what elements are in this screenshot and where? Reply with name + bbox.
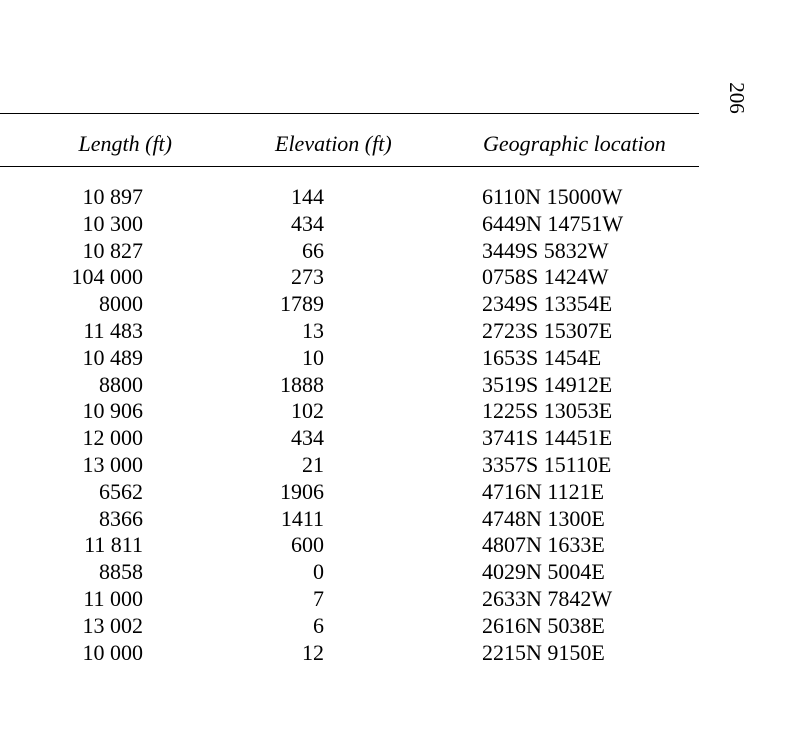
location-cell: 4807N 1633E [482,532,605,558]
location-cell: 3449S 5832W [482,237,609,263]
location-cell: 1225S 13053E [482,398,613,424]
location-cell: 2723S 15307E [482,317,613,343]
length-cell: 10 897 [82,184,143,209]
length-cell: 10 000 [82,639,143,665]
table-row [0,238,700,265]
location-cell: 6449N 14751W [482,210,624,236]
length-cell: 8000 [99,291,143,317]
elevation-cell: 1906 [280,478,324,504]
length-cell: 8858 [99,559,143,585]
elevation-cell: 66 [302,237,324,263]
location-cell: 2616N 5038E [482,612,605,638]
elevation-cell: 7 [313,585,324,611]
location-cell: 3357S 15110E [482,451,612,477]
location-cell: 4029N 5004E [482,559,605,585]
length-cell: 10 300 [82,210,143,236]
length-cell: 10 489 [82,344,143,370]
table-row [0,291,700,318]
length-cell: 8366 [99,505,143,531]
table-row [0,425,700,452]
location-cell: 1653S 1454E [482,344,602,370]
elevation-cell: 21 [302,451,324,477]
table-row [0,559,700,586]
location-cell: 4716N 1121E [482,478,605,504]
elevation-cell: 12 [302,639,324,665]
table-row [0,613,700,640]
elevation-cell: 600 [291,532,324,558]
length-cell: 11 000 [83,585,143,611]
length-cell: 11 811 [84,532,143,558]
location-cell: 2633N 7842W [482,585,613,611]
table-row [0,452,700,479]
table-body [0,184,700,666]
length-cell: 8800 [99,371,143,397]
table-row [0,640,700,667]
table-row [0,506,700,533]
length-cell: 6562 [99,478,143,504]
elevation-cell: 273 [291,264,324,290]
location-cell: 3741S 14451E [482,425,613,451]
location-cell: 0758S 1424W [482,264,609,290]
elevation-cell: 434 [291,210,324,236]
elevation-cell: 10 [302,344,324,370]
location-cell: 2215N 9150E [482,639,605,665]
elevation-cell: 6 [313,612,324,638]
length-cell: 10 827 [82,237,143,263]
column-header-elevation: Elevation (ft) [275,131,392,156]
elevation-cell: 1411 [280,505,324,531]
elevation-cell: 1888 [280,371,324,397]
table-row [0,211,700,238]
elevation-cell: 102 [291,398,324,424]
table-row [0,184,700,211]
elevation-cell: 434 [291,425,324,451]
length-cell: 13 000 [82,451,143,477]
column-header-length: Length (ft) [78,131,172,156]
table-row [0,345,700,372]
table-header-rule [0,166,699,167]
table-row [0,586,700,613]
location-cell: 4748N 1300E [482,505,605,531]
location-cell: 3519S 14912E [482,371,613,397]
length-cell: 11 483 [83,317,143,343]
table-row [0,532,700,559]
elevation-cell: 13 [302,317,324,343]
column-header-location: Geographic location [483,131,666,156]
table-row [0,264,700,291]
page-number: 206 [725,82,749,114]
elevation-cell: 1789 [280,291,324,317]
table-row [0,398,700,425]
location-cell: 2349S 13354E [482,291,613,317]
elevation-cell: 0 [313,559,324,585]
elevation-cell: 144 [291,184,324,209]
length-cell: 10 906 [82,398,143,424]
table-row [0,318,700,345]
length-cell: 13 002 [82,612,143,638]
table-top-rule [0,113,699,114]
location-cell: 6110N 15000W [482,184,623,209]
table-row [0,372,700,399]
length-cell: 104 000 [71,264,143,290]
table-row [0,479,700,506]
length-cell: 12 000 [82,425,143,451]
